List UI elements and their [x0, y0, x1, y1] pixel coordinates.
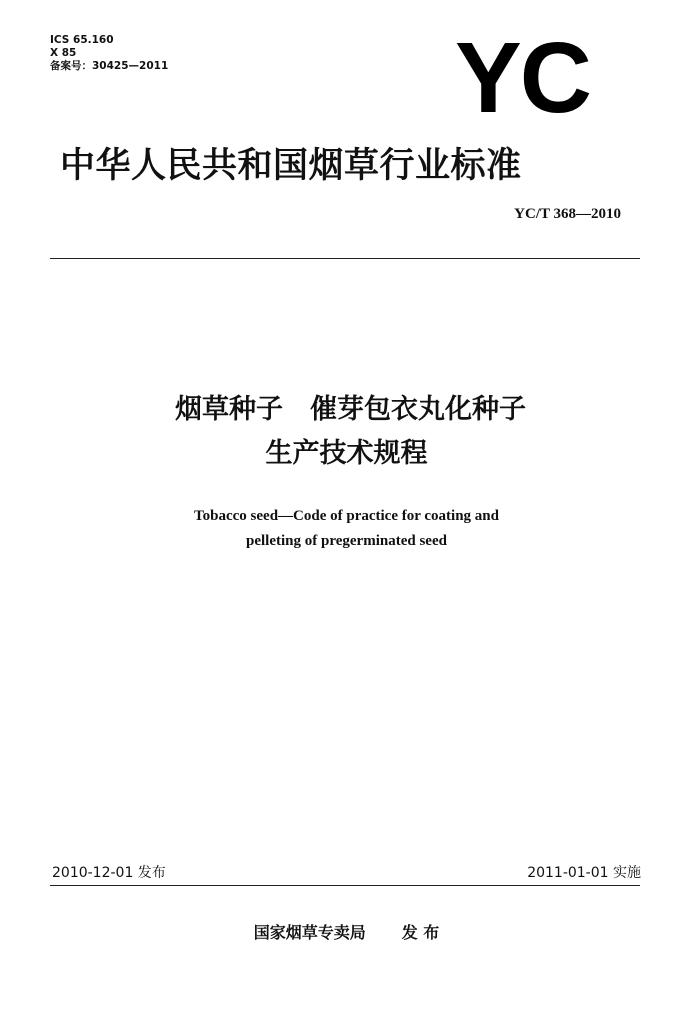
title-en-line-2: pelleting of pregerminated seed	[246, 533, 447, 549]
title-zh-line-2: 生产技术规程	[265, 438, 428, 469]
publisher-line	[0, 920, 693, 943]
document-title-english	[0, 504, 693, 554]
document-title-chinese	[0, 388, 693, 476]
standard-code: YC/T 368—2010	[514, 206, 621, 222]
metadata-block	[50, 34, 168, 73]
publisher-name: 国家烟草专卖局	[253, 923, 366, 942]
filing-number: 备案号：30425—2011	[50, 60, 169, 72]
publisher-action: 发 布	[401, 923, 440, 942]
issue-date: 2010-12-01 发布	[52, 865, 166, 881]
yc-logo: YC	[455, 22, 590, 134]
title-zh-line-1: 烟草种子 催芽包衣丸化种子	[175, 394, 526, 425]
standard-title: 中华人民共和国烟草行业标准	[60, 146, 522, 186]
top-divider	[50, 258, 640, 259]
ics-number: ICS 65.160	[50, 34, 114, 46]
implementation-date: 2011-01-01 实施	[527, 865, 641, 881]
classification-code: X 85	[50, 47, 77, 59]
title-en-line-1: Tobacco seed—Code of practice for coating and	[194, 508, 499, 524]
bottom-divider	[50, 885, 640, 886]
